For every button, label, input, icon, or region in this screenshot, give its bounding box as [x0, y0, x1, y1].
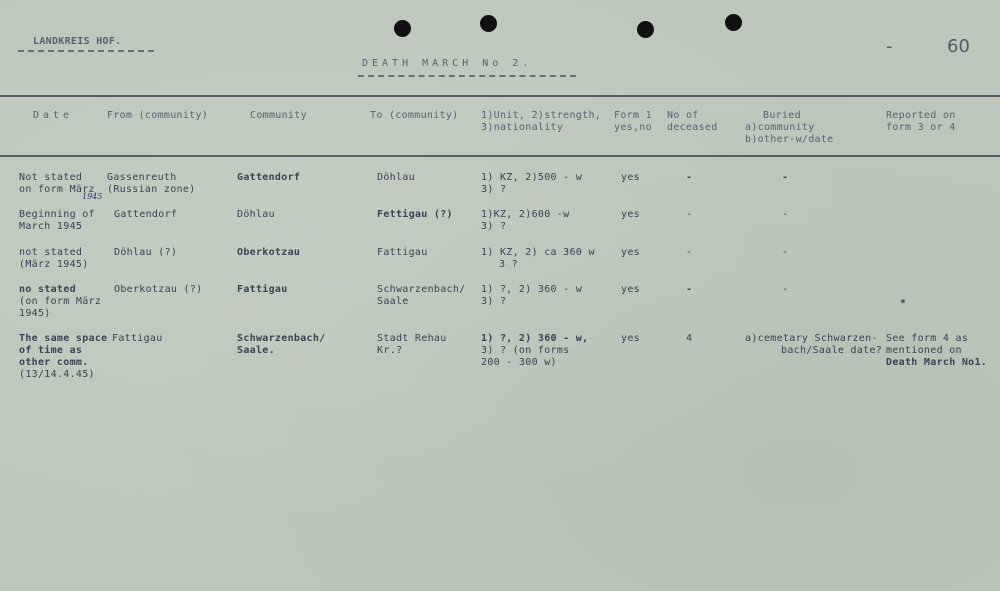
- cell-unit: 1) ?, 2) 360 - w, 3) ? (on forms 200 - 300 w): [481, 333, 589, 368]
- cell-date: Not stated on form März: [19, 172, 95, 195]
- cell-from: Oberkotzau (?): [114, 284, 203, 295]
- document-title: DEATH MARCH No 2.: [362, 58, 533, 69]
- cell-community: Döhlau: [237, 209, 275, 220]
- table-header-rule: [0, 155, 1000, 157]
- page-number: 60: [947, 36, 970, 57]
- cell-deceased: -: [686, 247, 693, 258]
- dash-mark: -: [886, 36, 893, 57]
- col-header-form1: Form 1 yes,no: [614, 110, 652, 133]
- cell-deceased: -: [686, 284, 693, 295]
- col-header-community: Community: [250, 110, 307, 121]
- cell-buried: -: [782, 247, 789, 258]
- cell-buried: a)cemetary Schwarzen- bach/Saale date?: [745, 333, 883, 356]
- cell-from: Gassenreuth (Russian zone): [107, 172, 196, 195]
- cell-date: Beginning of March 1945: [19, 209, 95, 232]
- col-header-from: From (community): [107, 110, 209, 121]
- cell-deceased: 4: [686, 333, 693, 344]
- cell-community: Schwarzenbach/ Saale.: [237, 333, 326, 356]
- cell-to: Döhlau: [377, 172, 415, 183]
- cell-community: Gattendorf: [237, 172, 301, 183]
- col-header-buried: Buried a)community b)other-w/date: [745, 110, 834, 145]
- cell-date: not stated (März 1945): [19, 247, 89, 270]
- col-header-deceased: No of deceased: [667, 110, 718, 133]
- district-heading: LANDKREIS HOF.: [33, 36, 122, 47]
- cell-unit: 1) KZ, 2) ca 360 w 3 ?: [481, 247, 595, 270]
- cell-deceased: -: [686, 209, 693, 220]
- cell-date: no stated (on form März 1945): [19, 284, 102, 319]
- cell-buried: -: [782, 284, 789, 295]
- punch-hole: [480, 15, 497, 32]
- table-top-rule: [0, 95, 1000, 97]
- cell-form1: yes: [621, 284, 640, 295]
- col-header-reported: Reported on form 3 or 4: [886, 110, 956, 133]
- title-underline: [358, 75, 576, 77]
- punch-hole: [394, 20, 411, 37]
- cell-from: Gattendorf: [114, 209, 178, 220]
- cell-buried: -: [782, 209, 789, 220]
- cell-to: Schwarzenbach/ Saale: [377, 284, 466, 307]
- cell-to: Stadt Rehau Kr.?: [377, 333, 447, 356]
- cell-community: Fattigau: [237, 284, 288, 295]
- cell-to: Fettigau (?): [377, 209, 453, 220]
- district-underline: [18, 50, 154, 52]
- cell-reported: *: [900, 298, 907, 309]
- cell-from: Fattigau: [112, 333, 163, 344]
- cell-unit: 1)KZ, 2)600 -w 3) ?: [481, 209, 570, 232]
- cell-buried: -: [782, 172, 789, 183]
- cell-form1: yes: [621, 247, 640, 258]
- cell-from: Döhlau (?): [114, 247, 178, 258]
- handwritten-year: 1945: [82, 192, 103, 201]
- cell-unit: 1) ?, 2) 360 - w 3) ?: [481, 284, 583, 307]
- punch-hole: [637, 21, 654, 38]
- cell-form1: yes: [621, 333, 640, 344]
- cell-form1: yes: [621, 172, 640, 183]
- cell-date: The same space of time as other comm. (13/14.4.45): [19, 333, 108, 380]
- punch-hole: [725, 14, 742, 31]
- col-header-to: To (community): [370, 110, 459, 121]
- cell-community: Oberkotzau: [237, 247, 301, 258]
- cell-reported: See form 4 as mentioned on Death March No1.: [886, 333, 988, 368]
- col-header-date: Date: [33, 110, 74, 121]
- cell-form1: yes: [621, 209, 640, 220]
- col-header-unit: 1)Unit, 2)strength, 3)nationality: [481, 110, 602, 133]
- cell-unit: 1) KZ, 2)500 - w 3) ?: [481, 172, 583, 195]
- cell-to: Fattigau: [377, 247, 428, 258]
- cell-deceased: -: [686, 172, 693, 183]
